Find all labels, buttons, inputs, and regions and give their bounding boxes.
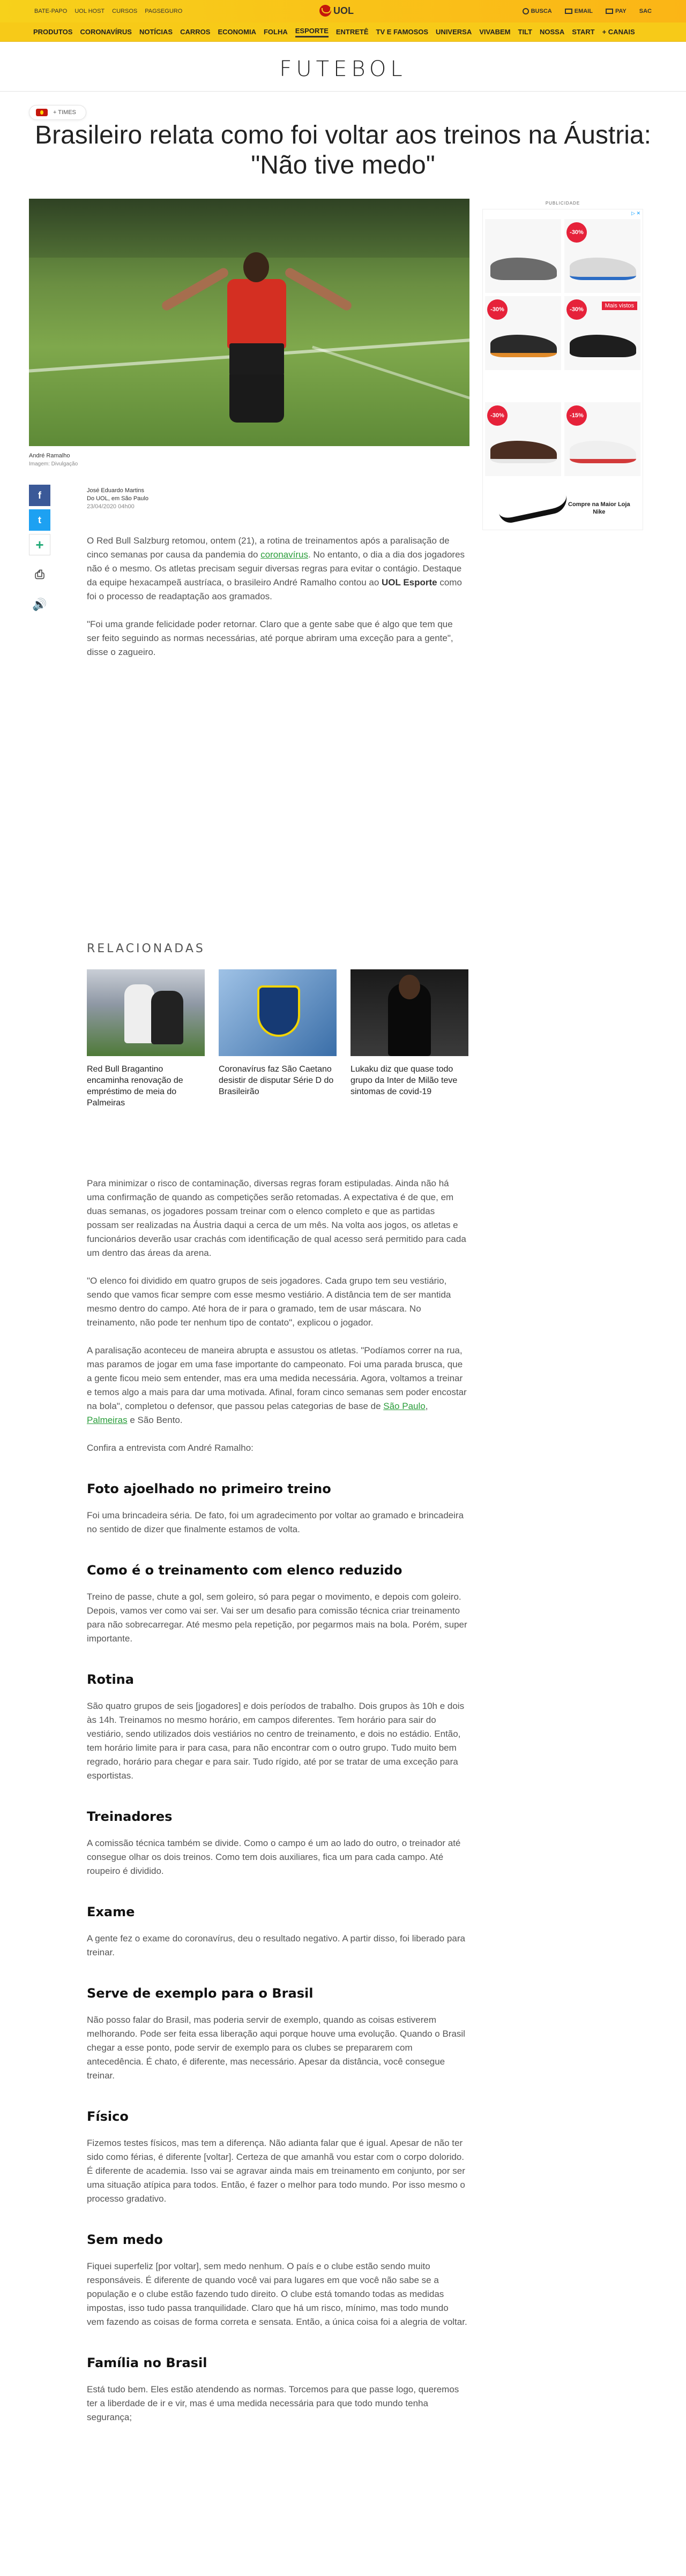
article-intro xyxy=(87,534,467,673)
nav-vivabem[interactable]: VIVABEM xyxy=(479,28,511,36)
article-headline: Brasileiro relata como foi voltar aos treinos na Áustria: "Não tive medo" xyxy=(35,121,651,179)
related-section xyxy=(87,942,467,1109)
discount-badge: -15% xyxy=(566,405,587,426)
more-share-button[interactable] xyxy=(29,534,50,555)
shoe-image xyxy=(490,441,557,463)
paragraph: Para minimizar o risco de contaminação, diversas regras foram estipuladas. Ainda não há uma confirmação de quando as competições serão retomadas. A expectativa é de que, em duas semanas, os jogadores possam treinar com o elenco completo e que as partidas possam ser realizadas na Áustria daqui a cerca de um mês. Na volta aos jogos, os atletas e funcionários deverão usar crachás com identificação de qual acesso será permitido para cada um dentro das áreas da arena. xyxy=(87,1178,466,1258)
author-block xyxy=(87,487,148,511)
subheading: Foto ajoelhado no primeiro treino xyxy=(87,1481,331,1496)
uol-logo-icon xyxy=(319,5,331,17)
subheading: Treinadores xyxy=(87,1809,173,1824)
ad-product-tile[interactable] xyxy=(485,402,561,476)
paragraph: São quatro grupos de seis [jogadores] e dois períodos de trabalho. Dois grupos às 10h e dois às 14h. Treinamos no mesmo horário, em campos diferentes. Tem horário para sair do vestiário, sendo utilizados dois vestiários no centro de treinamento, e dois no estádio. Então, tem horário limite para ir para casa, para não encontrar com o outro grupo. Tudo muito bem regrado, horário para chegar e para sair. Tudo rígido, até por se tratar de uma exceção para esportistas. xyxy=(87,1701,465,1781)
paragraph: A paralisação aconteceu de maneira abrupta e assustou os atletas. "Podíamos correr na rua, mas paramos de jogar em uma fase importante do campeonato. Foi uma parada brusca, que a gente ficou meio sem entender, mas era uma medida necessária. Agora, voltamos a treinar e temos algo a mais para dar uma motivada. Afinal, foram cinco semanas sem poder encostar na bola", completou o defensor, que passou pelas categorias de base de São Paulo, Palmeiras e São Bento. xyxy=(87,1345,467,1425)
paragraph: O Red Bull Salzburg retomou, ontem (21), a rotina de treinamentos após a paralisação de cinco semanas por causa da pandemia do coronavírus. No entanto, o dia a dia dos jogadores não é o mesmo. Os atletas precisam seguir diversas regras para evitar o contágio. Destaque da equipe hexacampeã austríaca, o brasileiro André Ramalho contou ao UOL Esporte como foi o processo de readaptação aos gramados. xyxy=(87,536,465,601)
related-title: RELACIONADAS xyxy=(87,942,205,955)
photo-pitch-line xyxy=(312,345,469,408)
shoe-image xyxy=(490,335,557,357)
search-label: BUSCA xyxy=(531,8,552,14)
related-thumbnail xyxy=(87,969,205,1056)
top-link-cursos[interactable]: CURSOS xyxy=(112,8,138,14)
subheading: Sem medo xyxy=(87,2232,163,2247)
paragraph: Confira a entrevista com André Ramalho: xyxy=(87,1443,253,1453)
paragraph: Treino de passe, chute a gol, sem goleiro, só para pegar o movimento, e depois com goleiro. Depois, vamos ver como vai ser. Vai ser um desafio para comissão técnica criar treinamento para não sobrecarregar. Até mesmo pela repetição, por pegarmos mais na bola. Porém, super importante. xyxy=(87,1592,467,1644)
uol-esporte-text: UOL Esporte xyxy=(382,577,437,587)
photo-kneeling-player xyxy=(222,247,292,429)
mail-icon xyxy=(565,9,572,14)
speaker-icon: 🔊 xyxy=(32,598,47,611)
related-grid xyxy=(87,969,467,1109)
nav-coronavirus[interactable]: CORONAVÍRUS xyxy=(80,28,132,36)
save-button[interactable] xyxy=(29,564,50,585)
top-link-uol-host[interactable]: UOL HOST xyxy=(74,8,105,14)
twitter-share-button[interactable] xyxy=(29,509,50,531)
shoe-image xyxy=(490,258,557,280)
sac-button[interactable] xyxy=(639,8,652,14)
facebook-share-button[interactable] xyxy=(29,485,50,506)
nav-nossa[interactable]: NOSSA xyxy=(539,28,565,36)
team-crest-icon xyxy=(36,109,48,116)
uol-logo-text: UOL xyxy=(333,5,354,16)
related-card[interactable] xyxy=(219,969,337,1109)
teams-selector[interactable] xyxy=(29,105,86,120)
related-card[interactable] xyxy=(87,969,205,1109)
paragraph: Não posso falar do Brasil, mas poderia servir de exemplo, quando as coisas estiverem melhorando. Pode ser feita essa liberação aqui porque houve uma evolução. Quando o Brasil chegar a esse ponto, pode servir de exemplo para os clubes se prepararem com antecedência. É chato, é diferente, mas necessário. Apesar da distância, você consegue treinar. xyxy=(87,2015,465,2081)
discount-badge: -30% xyxy=(487,405,508,426)
share-rail xyxy=(29,485,50,619)
ad-product-tile[interactable] xyxy=(485,219,561,293)
related-card[interactable] xyxy=(351,969,468,1109)
top-link-pagseguro[interactable]: PAGSEGURO xyxy=(145,8,183,14)
photo-credit: Imagem: Divulgação xyxy=(29,461,78,467)
main-nav xyxy=(0,22,686,42)
subheading: Serve de exemplo para o Brasil xyxy=(87,1986,314,2001)
subheading: Físico xyxy=(87,2109,129,2124)
listen-button[interactable] xyxy=(29,594,50,615)
email-label: EMAIL xyxy=(574,8,593,14)
twitter-icon: t xyxy=(38,514,41,525)
ad-choices-icon[interactable]: ▷ ✕ xyxy=(631,210,640,216)
nav-folha[interactable]: FOLHA xyxy=(263,28,288,36)
nike-ad-banner[interactable] xyxy=(482,209,643,530)
related-headline[interactable]: Red Bull Bragantino encaminha renovação de empréstimo de meia do Palmeiras xyxy=(87,1065,183,1108)
author-outlet: Do UOL, em São Paulo xyxy=(87,495,148,502)
shoe-image xyxy=(570,258,636,280)
ad-product-tile[interactable] xyxy=(564,219,640,293)
palmeiras-link[interactable]: Palmeiras xyxy=(87,1415,128,1425)
uol-logo[interactable] xyxy=(319,5,354,17)
shoe-image xyxy=(570,335,636,357)
sac-label: SAC xyxy=(639,8,652,14)
top-right-actions xyxy=(523,8,652,14)
coronavirus-link[interactable]: coronavírus xyxy=(260,549,308,560)
nav-tv-famosos[interactable]: TV E FAMOSOS xyxy=(376,28,429,36)
photo-caption: André Ramalho xyxy=(29,453,70,459)
nav-esporte[interactable]: ESPORTE xyxy=(295,27,329,37)
discount-badge: -30% xyxy=(566,299,587,320)
section-title[interactable]: FUTEBOL xyxy=(279,57,407,81)
paragraph: A gente fez o exame do coronavírus, deu o resultado negativo. A partir disso, foi liberado para treinar. xyxy=(87,1933,465,1957)
discount-badge: -30% xyxy=(566,222,587,243)
paragraph: "O elenco foi dividido em quatro grupos de seis jogadores. Cada grupo tem seu vestiário, sendo que vamos ficar sempre com esse mesmo vestiário. A distância tem de ser mantida mesmo dentro do campo. Até hora de ir para o gramado, tem de usar máscara. No treinamento, não pode ter nenhum tipo de contato", explicou o jogador. xyxy=(87,1276,451,1328)
top-bar xyxy=(0,0,686,22)
subheading: Família no Brasil xyxy=(87,2355,207,2370)
sidebar xyxy=(482,199,643,530)
nav-tilt[interactable]: TILT xyxy=(518,28,532,36)
nav-noticias[interactable]: NOTÍCIAS xyxy=(139,28,173,36)
author-name[interactable]: José Eduardo Martins xyxy=(87,487,144,494)
shoe-image xyxy=(570,441,636,463)
related-thumbnail xyxy=(351,969,468,1056)
ad-footer[interactable] xyxy=(483,487,644,530)
main-column xyxy=(29,199,469,2422)
nav-produtos[interactable]: PRODUTOS xyxy=(33,28,73,36)
ad-product-tile[interactable] xyxy=(485,296,561,370)
paragraph: Foi uma brincadeira séria. De fato, foi um agradecimento por voltar ao gramado e brincadeira no sentido de dizer que finalmente estamos de volta. xyxy=(87,1510,464,1534)
nike-swoosh-icon xyxy=(494,498,565,519)
nav-carros[interactable]: CARROS xyxy=(180,28,211,36)
nav-start[interactable]: START xyxy=(572,28,595,36)
paragraph: Fizemos testes físicos, mas tem a diferença. Não adianta falar que é igual. Apesar de não ter sido como férias, é diferente [voltar]. Certeza de que amanhã vou estar com o corpo dolorido. É diferente de academia. Isso vai se agravar ainda mais em treinamento em conjunto, por ser uma situação atípica para todos. Então, é fazer o melhor para todo mundo. Por isso mesmo o processo gradativo. xyxy=(87,2138,465,2204)
top-link-bate-papo[interactable]: BATE-PAPO xyxy=(34,8,68,14)
related-headline[interactable]: Lukaku diz que quase todo grupo da Inter de Milão teve sintomas de covid-19 xyxy=(351,1065,458,1096)
email-button[interactable] xyxy=(565,8,593,14)
top-links xyxy=(34,8,182,14)
article-photo[interactable] xyxy=(29,199,469,446)
ad-label: PUBLICIDADE xyxy=(545,201,580,206)
article-body xyxy=(87,1177,467,2438)
pay-label: PAY xyxy=(615,8,627,14)
section-divider xyxy=(0,91,686,92)
nav-economia[interactable]: ECONOMIA xyxy=(218,28,256,36)
subheading: Rotina xyxy=(87,1672,134,1687)
related-headline[interactable]: Coronavírus faz São Caetano desistir de disputar Série D do Brasileirão xyxy=(219,1065,334,1096)
search-button[interactable] xyxy=(523,8,552,14)
nav-universa[interactable]: UNIVERSA xyxy=(436,28,472,36)
ad-cta[interactable]: Compre na Maior Loja Nike xyxy=(568,501,630,515)
related-thumbnail xyxy=(219,969,337,1056)
most-viewed-tag: Mais vistos xyxy=(602,302,637,310)
paragraph: A comissão técnica também se divide. Como o campo é um ao lado do outro, o treinador até consegue olhar os dois treinos. Como tem dois auxiliares, fica um para cada campo. Até roupeiro é dividido. xyxy=(87,1838,461,1876)
sao-paulo-link[interactable]: São Paulo xyxy=(383,1401,426,1411)
discount-badge: -30% xyxy=(487,299,508,320)
subheading: Exame xyxy=(87,1904,135,1919)
paragraph: "Foi uma grande felicidade poder retornar. Claro que a gente sabe que é algo que tem que ser feito seguindo as normas necessárias, até porque abriram uma exceção para a gente", disse o zagueiro. xyxy=(87,619,453,657)
teams-selector-label: + TIMES xyxy=(53,109,76,116)
ad-product-tile[interactable] xyxy=(564,402,640,476)
paragraph: Está tudo bem. Eles estão atendendo as normas. Torcemos para que passe logo, queremos ter a liberdade de ir e vir, mas é uma medida necessária para que todo mundo tenha segurança; xyxy=(87,2384,459,2422)
subheading: Como é o treinamento com elenco reduzido xyxy=(87,1563,402,1578)
paragraph: Fiquei superfeliz [por voltar], sem medo nenhum. O país e o clube estão sendo muito responsáveis. É diferente de quando você vai para lugares em que você não sabe se a população e o clube estão fazendo tudo direito. O clube está tomando todas as medidas impostas, isso tudo passa tranquilidade. Claro que há um risco, mínimo, mas todo mundo vem fazendo as coisas de forma correta e sensata. Então, a única coisa foi a alegria de voltar. xyxy=(87,2261,467,2327)
search-icon xyxy=(523,8,529,14)
pay-button[interactable] xyxy=(606,8,627,14)
pay-icon xyxy=(606,9,613,14)
facebook-icon: f xyxy=(38,489,41,501)
bookmark-icon: ⎙ xyxy=(35,568,44,581)
nav-entrete[interactable]: ENTRETÊ xyxy=(335,28,369,36)
ad-product-tile[interactable] xyxy=(564,296,640,370)
publish-date: 23/04/2020 04h00 xyxy=(87,503,135,510)
nav-more-channels[interactable]: + CANAIS xyxy=(602,28,635,36)
plus-icon: + xyxy=(35,536,44,553)
